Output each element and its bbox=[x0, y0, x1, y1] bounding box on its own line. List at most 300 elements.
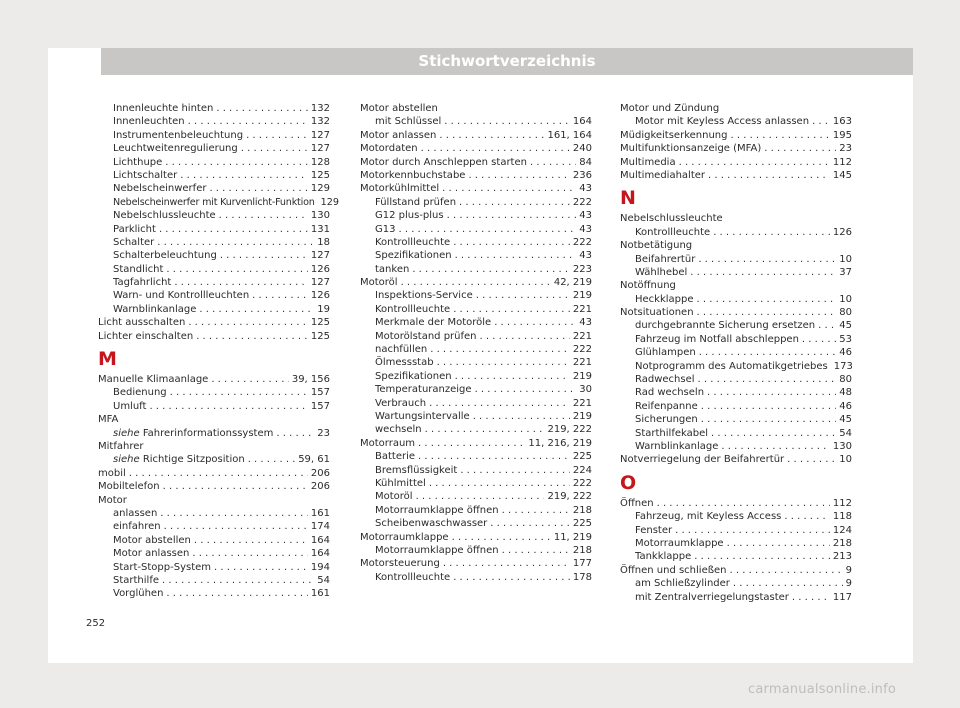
page-reference[interactable]: 84 bbox=[579, 156, 592, 168]
page-reference[interactable]: 126 bbox=[832, 226, 852, 238]
page-reference[interactable]: 131 bbox=[310, 223, 330, 235]
page-reference[interactable]: 164 bbox=[310, 534, 330, 546]
page-reference[interactable]: 225 bbox=[572, 518, 592, 530]
index-page bbox=[48, 48, 913, 663]
page-reference[interactable]: 54 bbox=[839, 427, 852, 439]
page-reference[interactable]: 194 bbox=[310, 561, 330, 573]
page-reference[interactable]: 206 bbox=[310, 467, 330, 479]
entry-term: Nebelschlussleuchte bbox=[113, 210, 216, 222]
page-reference[interactable]: 132 bbox=[310, 103, 330, 114]
page-reference[interactable]: 54 bbox=[317, 574, 330, 586]
page-reference[interactable]: 222 bbox=[572, 236, 592, 248]
leader-dots bbox=[697, 293, 837, 306]
page-reference[interactable]: 10 bbox=[839, 253, 852, 265]
entry-term: Notsituationen bbox=[620, 307, 694, 319]
index-subentry bbox=[360, 236, 592, 249]
index-entry bbox=[98, 330, 330, 343]
index-subentry bbox=[620, 550, 852, 563]
entry-term: Füllstand prüfen bbox=[375, 196, 457, 208]
index-subentry bbox=[360, 490, 592, 503]
leader-dots bbox=[727, 537, 830, 550]
leader-dots bbox=[149, 400, 307, 413]
page-reference[interactable]: 129 bbox=[310, 183, 330, 195]
index-subentry bbox=[98, 547, 330, 560]
entry-term: Warnblinkanlage bbox=[113, 303, 197, 315]
page-reference[interactable]: 80 bbox=[839, 374, 852, 386]
page-reference[interactable]: 213 bbox=[832, 551, 852, 563]
index-subentry bbox=[360, 464, 592, 477]
index-entry bbox=[360, 142, 592, 155]
page-reference[interactable]: 206 bbox=[310, 481, 330, 493]
leader-dots bbox=[460, 464, 570, 477]
index-entry bbox=[620, 279, 852, 292]
leader-dots bbox=[398, 223, 576, 236]
page-reference[interactable]: 23 bbox=[839, 143, 852, 155]
entry-term: Kühlmittel bbox=[375, 477, 426, 489]
entry-term: Motorraumklappe öffnen bbox=[375, 504, 499, 516]
index-subentry bbox=[360, 477, 592, 490]
page-reference[interactable]: 130 bbox=[310, 210, 330, 222]
leader-dots bbox=[216, 102, 308, 115]
leader-dots bbox=[784, 510, 830, 523]
leader-dots bbox=[679, 156, 830, 169]
leader-dots bbox=[530, 156, 576, 169]
see-reference-target: Fahrerinformationssystem bbox=[142, 427, 274, 439]
entry-term: Motor anlassen bbox=[360, 129, 437, 141]
index-subentry bbox=[98, 453, 330, 466]
page-reference[interactable]: 45 bbox=[839, 320, 852, 332]
entry-term: mit Zentralverriegelungstaster bbox=[635, 591, 789, 603]
entry-term: Reifenpanne bbox=[635, 400, 698, 412]
page-reference[interactable]: 118 bbox=[832, 511, 852, 523]
entry-term: Batterie bbox=[375, 451, 416, 463]
page-reference[interactable]: 126 bbox=[310, 263, 330, 275]
index-subentry bbox=[360, 410, 592, 423]
leader-dots bbox=[480, 330, 570, 343]
page-reference[interactable]: 43 bbox=[579, 250, 592, 262]
index-entry bbox=[620, 306, 852, 319]
page-reference[interactable]: 125 bbox=[310, 169, 330, 181]
page-reference[interactable]: 46 bbox=[839, 400, 852, 412]
page-reference[interactable]: 43 bbox=[579, 210, 592, 222]
entry-term: Lichter einschalten bbox=[98, 330, 194, 342]
leader-dots bbox=[439, 129, 544, 142]
leader-dots bbox=[699, 346, 837, 359]
page-reference[interactable]: 178 bbox=[572, 571, 592, 583]
leader-dots bbox=[241, 142, 308, 155]
entry-term bbox=[113, 453, 245, 466]
index-subentry bbox=[360, 115, 592, 128]
index-entry bbox=[98, 494, 330, 507]
entry-term: Instrumentenbeleuchtung bbox=[113, 129, 244, 141]
index-subentry bbox=[98, 534, 330, 547]
entry-term: Motorkühlmittel bbox=[360, 183, 440, 195]
entry-term: Kontrollleuchte bbox=[375, 571, 451, 583]
page-reference[interactable]: 43 bbox=[579, 183, 592, 195]
entry-term: Kontrollleuchte bbox=[635, 226, 711, 238]
page-reference[interactable]: 45 bbox=[839, 414, 852, 426]
index-letter-heading: M bbox=[98, 348, 117, 371]
entry-term: Manuelle Klimaanlage bbox=[98, 374, 209, 386]
entry-term: Wählhebel bbox=[635, 266, 688, 278]
page-reference[interactable]: 18 bbox=[317, 236, 330, 248]
leader-dots bbox=[443, 557, 570, 570]
index-letter-heading: N bbox=[620, 187, 636, 210]
page-reference[interactable]: 37 bbox=[839, 266, 852, 278]
page-reference[interactable]: 30 bbox=[579, 384, 592, 396]
leader-dots bbox=[199, 303, 314, 316]
entry-term: Öffnen und schließen bbox=[620, 564, 727, 576]
page-reference[interactable]: 221 bbox=[572, 303, 592, 315]
page-reference[interactable]: 195 bbox=[832, 129, 852, 141]
index-subentry bbox=[98, 182, 330, 195]
page-reference[interactable]: 125 bbox=[310, 330, 330, 342]
page-reference[interactable]: 219 bbox=[572, 410, 592, 422]
leader-dots bbox=[174, 276, 308, 289]
index-entry bbox=[360, 129, 592, 142]
index-subentry bbox=[98, 427, 330, 440]
index-subentry bbox=[620, 591, 852, 604]
page-reference[interactable]: 9 bbox=[845, 578, 852, 590]
leader-dots bbox=[701, 400, 837, 413]
index-entry bbox=[620, 142, 852, 155]
leader-dots bbox=[721, 440, 830, 453]
page-reference[interactable]: 132 bbox=[310, 116, 330, 128]
page-reference[interactable]: 39, 156 bbox=[291, 374, 330, 386]
entry-term: einfahren bbox=[113, 521, 161, 533]
entry-term: Motorölstand prüfen bbox=[375, 330, 477, 342]
index-entry bbox=[620, 497, 852, 510]
entry-term: Parklicht bbox=[113, 223, 156, 235]
index-subentry bbox=[98, 520, 330, 533]
entry-term: Fenster bbox=[635, 524, 673, 536]
entry-term: mit Schlüssel bbox=[375, 116, 442, 128]
leader-dots bbox=[453, 571, 570, 584]
index-subentry bbox=[98, 209, 330, 222]
index-subentry bbox=[360, 209, 592, 222]
page-number: 252 bbox=[86, 618, 106, 629]
index-subentry bbox=[360, 196, 592, 209]
index-subentry bbox=[98, 386, 330, 399]
entry-term: Motor bbox=[98, 494, 127, 506]
entry-term: Glühlampen bbox=[635, 347, 696, 359]
leader-dots bbox=[429, 477, 570, 490]
entry-term: Motor mit Keyless Access anlassen bbox=[635, 116, 810, 128]
page-reference[interactable]: 221 bbox=[572, 357, 592, 369]
see-reference-target: Richtige Sitzposition bbox=[142, 454, 245, 466]
index-entry bbox=[620, 564, 852, 577]
entry-term: Motor und Zündung bbox=[620, 103, 720, 114]
index-entry bbox=[620, 156, 852, 169]
leader-dots bbox=[453, 236, 570, 249]
page-reference[interactable]: 112 bbox=[832, 497, 852, 509]
leader-dots bbox=[219, 209, 308, 222]
index-entry bbox=[98, 413, 330, 426]
leader-dots bbox=[444, 115, 570, 128]
page-reference[interactable]: 46 bbox=[839, 347, 852, 359]
page-reference[interactable]: 127 bbox=[310, 129, 330, 141]
leader-dots bbox=[812, 115, 830, 128]
page-reference[interactable]: 11, 219 bbox=[553, 531, 592, 543]
page-reference[interactable]: 222 bbox=[572, 477, 592, 489]
page-reference[interactable]: 224 bbox=[572, 464, 592, 476]
entry-term: nachfüllen bbox=[375, 344, 428, 356]
page-reference[interactable]: 161, 164 bbox=[547, 129, 592, 141]
leader-dots bbox=[211, 373, 289, 386]
index-subentry bbox=[360, 316, 592, 329]
page-reference[interactable]: 112 bbox=[832, 156, 852, 168]
leader-dots bbox=[157, 236, 314, 249]
entry-term: Schalterbeleuchtung bbox=[113, 250, 217, 262]
leader-dots bbox=[764, 142, 836, 155]
entry-term: G13 bbox=[375, 223, 396, 235]
entry-term: Ölmessstab bbox=[375, 357, 434, 369]
leader-dots bbox=[418, 450, 570, 463]
entry-term: Standlicht bbox=[113, 263, 164, 275]
leader-dots bbox=[502, 544, 570, 557]
leader-dots bbox=[276, 427, 314, 440]
page-reference[interactable]: 9 bbox=[845, 564, 852, 576]
entry-term: Motor abstellen bbox=[113, 534, 191, 546]
leader-dots bbox=[787, 453, 836, 466]
entry-term: Start-Stopp-System bbox=[113, 561, 212, 573]
index-subentry bbox=[360, 450, 592, 463]
entry-term: Innenleuchten bbox=[113, 116, 185, 128]
page-reference[interactable]: 164 bbox=[310, 548, 330, 560]
page-reference[interactable]: 128 bbox=[310, 156, 330, 168]
index-subentry bbox=[620, 427, 852, 440]
see-reference-label: siehe bbox=[113, 454, 140, 466]
entry-term: Müdigkeitserkennung bbox=[620, 129, 728, 141]
page-reference[interactable]: 173 bbox=[833, 360, 853, 372]
entry-term: Beifahrertür bbox=[635, 253, 696, 265]
leader-dots bbox=[166, 587, 307, 600]
leader-dots bbox=[475, 383, 577, 396]
index-subentry bbox=[98, 303, 330, 316]
index-subentry bbox=[360, 504, 592, 517]
index-subentry bbox=[620, 293, 852, 306]
leader-dots bbox=[713, 226, 830, 239]
index-subentry bbox=[98, 142, 330, 155]
page-reference[interactable]: 42, 219 bbox=[553, 277, 592, 289]
page-reference[interactable]: 223 bbox=[572, 263, 592, 275]
entry-term: Notöffnung bbox=[620, 280, 676, 292]
leader-dots bbox=[418, 437, 525, 450]
entry-term: tanken bbox=[375, 263, 410, 275]
index-subentry bbox=[360, 289, 592, 302]
entry-term: Motorraumklappe bbox=[635, 537, 724, 549]
page-reference[interactable]: 11, 216, 219 bbox=[528, 437, 592, 449]
leader-dots bbox=[792, 591, 830, 604]
index-subentry bbox=[360, 370, 592, 383]
page-reference[interactable]: 161 bbox=[310, 588, 330, 600]
page-reference[interactable]: 129 bbox=[320, 196, 339, 208]
leader-dots bbox=[416, 490, 545, 503]
page-reference[interactable]: 127 bbox=[310, 143, 330, 155]
page-reference[interactable]: 219 bbox=[572, 290, 592, 302]
page-reference[interactable]: 23 bbox=[317, 427, 330, 439]
leader-dots bbox=[455, 370, 570, 383]
entry-term: Motorraumklappe öffnen bbox=[375, 544, 499, 556]
entry-term: Motorraumklappe bbox=[360, 531, 449, 543]
entry-term: Starthilfe bbox=[113, 574, 159, 586]
leader-dots bbox=[468, 169, 569, 182]
page-reference[interactable]: 127 bbox=[310, 277, 330, 289]
index-letter-heading: O bbox=[620, 471, 637, 494]
leader-dots bbox=[166, 263, 308, 276]
index-subentry bbox=[620, 226, 852, 239]
entry-term: Tagfahrlicht bbox=[113, 277, 172, 289]
index-subentry bbox=[98, 400, 330, 413]
entry-term: Lichthupe bbox=[113, 156, 163, 168]
page-reference[interactable]: 157 bbox=[310, 387, 330, 399]
page-reference[interactable]: 157 bbox=[310, 400, 330, 412]
leader-dots bbox=[163, 480, 308, 493]
entry-term: Mobiltelefon bbox=[98, 481, 160, 493]
index-entry bbox=[98, 316, 330, 329]
page-reference[interactable]: 174 bbox=[310, 521, 330, 533]
entry-term: Scheibenwaschwasser bbox=[375, 518, 488, 530]
index-subentry bbox=[360, 383, 592, 396]
index-subentry bbox=[620, 524, 852, 537]
entry-term: Kontrollleuchte bbox=[375, 303, 451, 315]
entry-term: Multifunktionsanzeige (MFA) bbox=[620, 143, 762, 155]
entry-term: Inspektions-Service bbox=[375, 290, 473, 302]
entry-term bbox=[113, 427, 273, 440]
leader-dots bbox=[707, 386, 836, 399]
page-reference[interactable]: 43 bbox=[579, 223, 592, 235]
page-reference[interactable]: 236 bbox=[572, 169, 592, 181]
leader-dots bbox=[708, 169, 830, 182]
index-subentry bbox=[620, 333, 852, 346]
leader-dots bbox=[453, 303, 570, 316]
page-reference[interactable]: 219, 222 bbox=[547, 491, 592, 503]
index-entry bbox=[98, 373, 330, 386]
index-subentry bbox=[360, 249, 592, 262]
page-reference[interactable]: 125 bbox=[310, 317, 330, 329]
leader-dots bbox=[162, 574, 314, 587]
index-subentry bbox=[620, 386, 852, 399]
page-reference[interactable]: 221 bbox=[572, 330, 592, 342]
leader-dots bbox=[697, 306, 837, 319]
index-subentry bbox=[620, 440, 852, 453]
page-reference[interactable]: 177 bbox=[572, 558, 592, 570]
page-reference[interactable]: 10 bbox=[839, 293, 852, 305]
page-reference[interactable]: 117 bbox=[832, 591, 852, 603]
index-subentry bbox=[620, 510, 852, 523]
entry-term: Bedienung bbox=[113, 387, 167, 399]
leader-dots bbox=[165, 156, 308, 169]
index-subentry bbox=[360, 223, 592, 236]
entry-term: Motor abstellen bbox=[360, 103, 438, 114]
index-column-2 bbox=[360, 102, 592, 584]
index-entry bbox=[360, 531, 592, 544]
entry-term: am Schließzylinder bbox=[635, 578, 730, 590]
entry-term: Warnblinkanlage bbox=[635, 440, 719, 452]
page-reference[interactable]: 59, 61 bbox=[298, 454, 330, 466]
leader-dots bbox=[246, 129, 308, 142]
index-subentry bbox=[620, 400, 852, 413]
leader-dots bbox=[455, 249, 577, 262]
index-subentry bbox=[620, 537, 852, 550]
leader-dots bbox=[459, 196, 570, 209]
index-subentry bbox=[98, 276, 330, 289]
page-reference[interactable]: 219, 222 bbox=[547, 424, 592, 436]
index-subentry bbox=[360, 330, 592, 343]
leader-dots bbox=[430, 343, 570, 356]
page-reference[interactable]: 80 bbox=[839, 307, 852, 319]
entry-term: Fahrzeug im Notfall abschleppen bbox=[635, 333, 799, 345]
page-reference[interactable]: 222 bbox=[572, 344, 592, 356]
page-reference[interactable]: 124 bbox=[832, 524, 852, 536]
page-reference[interactable]: 218 bbox=[572, 544, 592, 556]
page-reference[interactable]: 164 bbox=[572, 116, 592, 128]
page-reference[interactable]: 10 bbox=[839, 454, 852, 466]
page-reference[interactable]: 43 bbox=[579, 317, 592, 329]
index-subentry bbox=[620, 360, 852, 373]
page-reference[interactable]: 218 bbox=[572, 504, 592, 516]
entry-term: Mitfahrer bbox=[98, 440, 144, 452]
index-entry bbox=[360, 182, 592, 195]
index-subentry bbox=[360, 397, 592, 410]
leader-dots bbox=[196, 330, 308, 343]
leader-dots bbox=[160, 507, 308, 520]
page-reference[interactable]: 53 bbox=[839, 333, 852, 345]
page-reference[interactable]: 130 bbox=[832, 440, 852, 452]
leader-dots bbox=[698, 253, 836, 266]
entry-term: Notverriegelung der Beifahrertür bbox=[620, 454, 785, 466]
entry-term: Multimediahalter bbox=[620, 169, 706, 181]
index-entry bbox=[360, 276, 592, 289]
entry-term: G12 plus-plus bbox=[375, 210, 444, 222]
page-reference[interactable]: 48 bbox=[839, 387, 852, 399]
index-entry bbox=[620, 212, 852, 225]
leader-dots bbox=[818, 319, 836, 332]
leader-dots bbox=[476, 289, 570, 302]
page-reference[interactable]: 225 bbox=[572, 451, 592, 463]
page-reference[interactable]: 163 bbox=[832, 116, 852, 128]
page-reference[interactable]: 221 bbox=[572, 397, 592, 409]
entry-term: Innenleuchte hinten bbox=[113, 103, 214, 114]
index-subentry bbox=[360, 356, 592, 369]
page-reference[interactable]: 161 bbox=[310, 507, 330, 519]
entry-term: wechseln bbox=[375, 424, 422, 436]
index-entry bbox=[620, 453, 852, 466]
leader-dots bbox=[429, 397, 570, 410]
page-reference[interactable]: 222 bbox=[572, 196, 592, 208]
page-reference[interactable]: 19 bbox=[317, 303, 330, 315]
leader-dots bbox=[698, 373, 837, 386]
page-reference[interactable]: 145 bbox=[832, 169, 852, 181]
leader-dots bbox=[502, 504, 570, 517]
page-reference[interactable]: 126 bbox=[310, 290, 330, 302]
page-reference[interactable]: 218 bbox=[832, 537, 852, 549]
index-subentry bbox=[620, 577, 852, 590]
index-entry bbox=[98, 467, 330, 480]
page-reference[interactable]: 127 bbox=[310, 250, 330, 262]
index-entry bbox=[360, 437, 592, 450]
leader-dots bbox=[214, 561, 308, 574]
index-entry bbox=[620, 239, 852, 252]
leader-dots bbox=[188, 115, 308, 128]
page-reference[interactable]: 240 bbox=[572, 143, 592, 155]
page-reference[interactable]: 219 bbox=[572, 370, 592, 382]
entry-term: Umluft bbox=[113, 400, 147, 412]
index-subentry bbox=[620, 346, 852, 359]
entry-term: Nebelscheinwerfer mit Kurvenlicht-Funktion bbox=[113, 196, 315, 208]
index-column-3 bbox=[620, 102, 852, 604]
entry-term: durchgebrannte Sicherung ersetzen bbox=[635, 320, 816, 332]
